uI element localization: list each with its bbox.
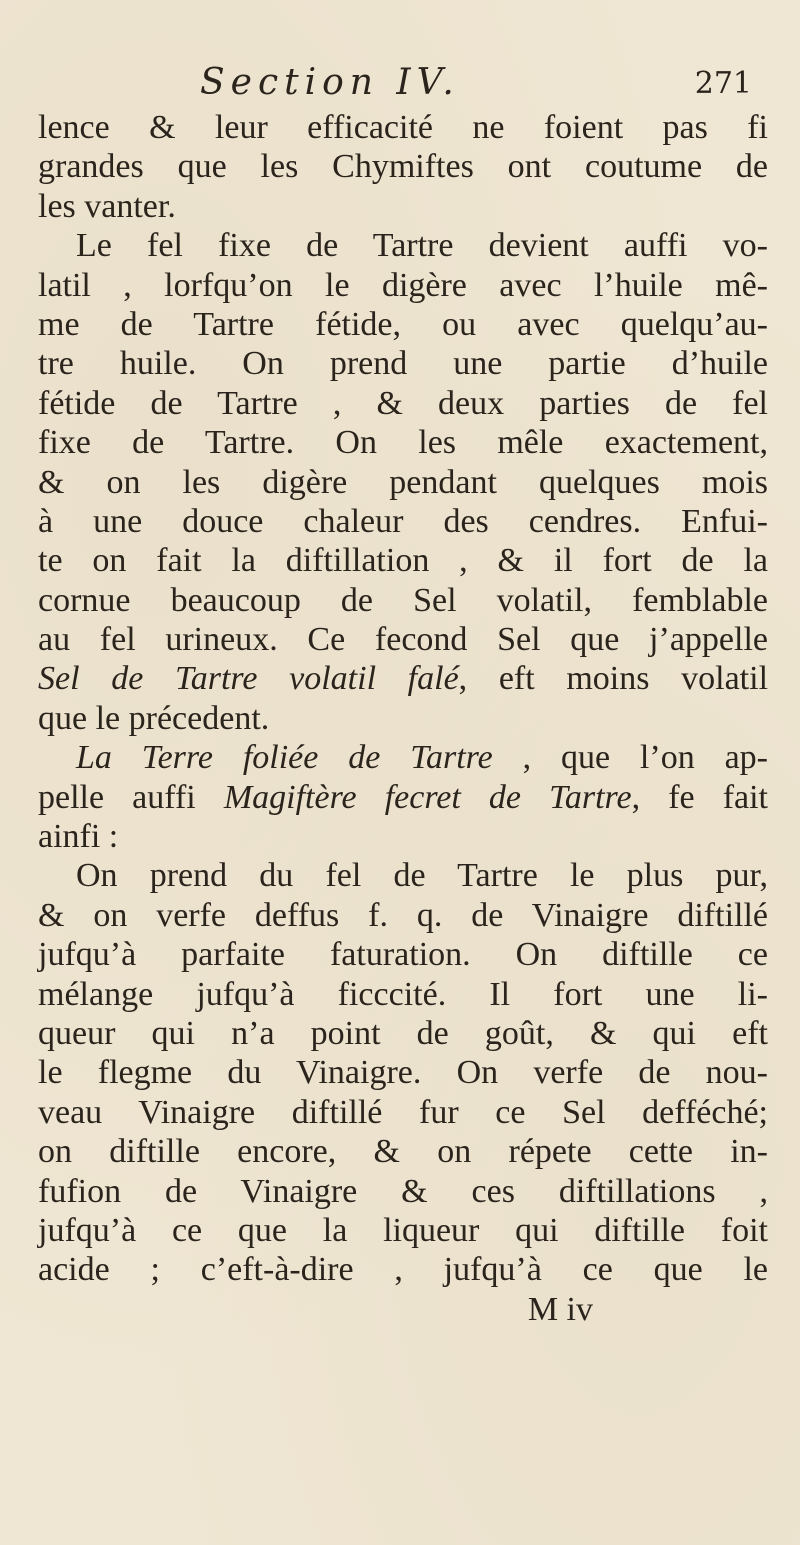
text-segment: grandes que les Chymiftes ont coutume de — [38, 148, 768, 186]
text-line — [38, 581, 768, 620]
text-segment: , que l’on ap- — [492, 739, 768, 777]
italic-text: La Terre foliée de Tartre — [76, 739, 493, 777]
text-segment: lence & leur efficacité ne foient pas fi — [38, 109, 768, 146]
text-segment: mélange jufqu’à ficccité. Il fort une li- — [38, 975, 768, 1013]
text-segment: que le précedent. — [38, 699, 270, 737]
italic-text: Magiftère fecret de Tartre — [223, 778, 632, 816]
text-line — [38, 817, 768, 856]
text-line — [38, 305, 768, 344]
text-segment: & on verfe deffus f. q. de Vinaigre diftillé — [38, 896, 768, 934]
text-line — [38, 778, 768, 817]
text-line — [38, 1211, 768, 1250]
text-line — [38, 226, 768, 265]
text-segment: jufqu’à ce que la liqueur qui diftille foit — [38, 1211, 768, 1249]
text-segment: pelle auffi — [38, 778, 224, 816]
text-line — [38, 659, 768, 698]
text-line — [38, 1093, 768, 1132]
text-segment: latil , lorfqu’on le digère avec l’huile mê- — [38, 266, 768, 304]
text-segment: les vanter. — [38, 187, 176, 225]
text-segment: veau Vinaigre diftillé fur ce Sel defféché; — [38, 1093, 768, 1131]
text-line — [38, 541, 768, 580]
text-segment: & on les digère pendant quelques mois — [38, 463, 768, 501]
text-line — [38, 935, 768, 974]
text-line — [38, 1053, 768, 1092]
page-number: 271 — [694, 66, 752, 101]
text-line — [38, 1014, 768, 1053]
text-line — [38, 147, 768, 186]
text-line — [38, 502, 768, 541]
text-segment: ainfi : — [38, 818, 119, 856]
text-segment: fétide de Tartre , & deux parties de fel — [38, 384, 768, 422]
running-header — [200, 62, 760, 108]
text-line — [38, 856, 768, 895]
text-segment: fufion de Vinaigre & ces diftillations , — [38, 1172, 768, 1210]
text-line — [38, 699, 768, 738]
italic-text: Sel de Tartre volatil falé — [38, 660, 459, 698]
text-segment: au fel urineux. Ce fecond Sel que j’appelle — [38, 621, 768, 659]
text-segment: , fe fait — [631, 778, 768, 816]
text-segment: cornue beaucoup de Sel volatil, femblable — [38, 581, 768, 619]
text-segment: queur qui n’a point de goût, & qui eft — [38, 1014, 768, 1052]
text-line — [38, 463, 768, 502]
text-segment: me de Tartre fétide, ou avec quelqu’au- — [38, 305, 768, 343]
text-line — [38, 1132, 768, 1171]
text-line — [38, 1250, 768, 1289]
text-line — [38, 384, 768, 423]
body-text — [38, 108, 768, 1329]
text-line — [38, 108, 768, 147]
text-line — [38, 896, 768, 935]
text-segment: , eft moins volatil — [458, 660, 769, 698]
text-segment: M iv — [527, 1290, 593, 1328]
text-line — [38, 266, 768, 305]
section-title: Section IV. — [200, 62, 460, 103]
text-segment: jufqu’à parfaite faturation. On diftille ce — [38, 936, 768, 974]
text-line — [38, 423, 768, 462]
text-segment: fixe de Tartre. On les mêle exactement, — [38, 424, 768, 462]
text-line — [38, 1172, 768, 1211]
text-segment: à une douce chaleur des cendres. Enfui- — [38, 502, 768, 540]
text-segment: On prend du fel de Tartre le plus pur, — [76, 857, 768, 895]
signature-mark — [38, 1290, 768, 1329]
text-line — [38, 738, 768, 777]
text-line — [38, 620, 768, 659]
text-segment: le flegme du Vinaigre. On verfe de nou- — [38, 1054, 768, 1092]
text-segment: on diftille encore, & on répete cette in- — [38, 1133, 768, 1171]
text-line — [38, 344, 768, 383]
text-segment: tre huile. On prend une partie d’huile — [38, 345, 768, 383]
text-line — [38, 975, 768, 1014]
text-segment: Le fel fixe de Tartre devient auffi vo- — [76, 227, 768, 265]
text-segment: te on fait la diftillation , & il fort de la — [38, 542, 768, 580]
text-segment: acide ; c’eft-à-dire , jufqu’à ce que le — [38, 1251, 768, 1289]
text-line — [38, 187, 768, 226]
